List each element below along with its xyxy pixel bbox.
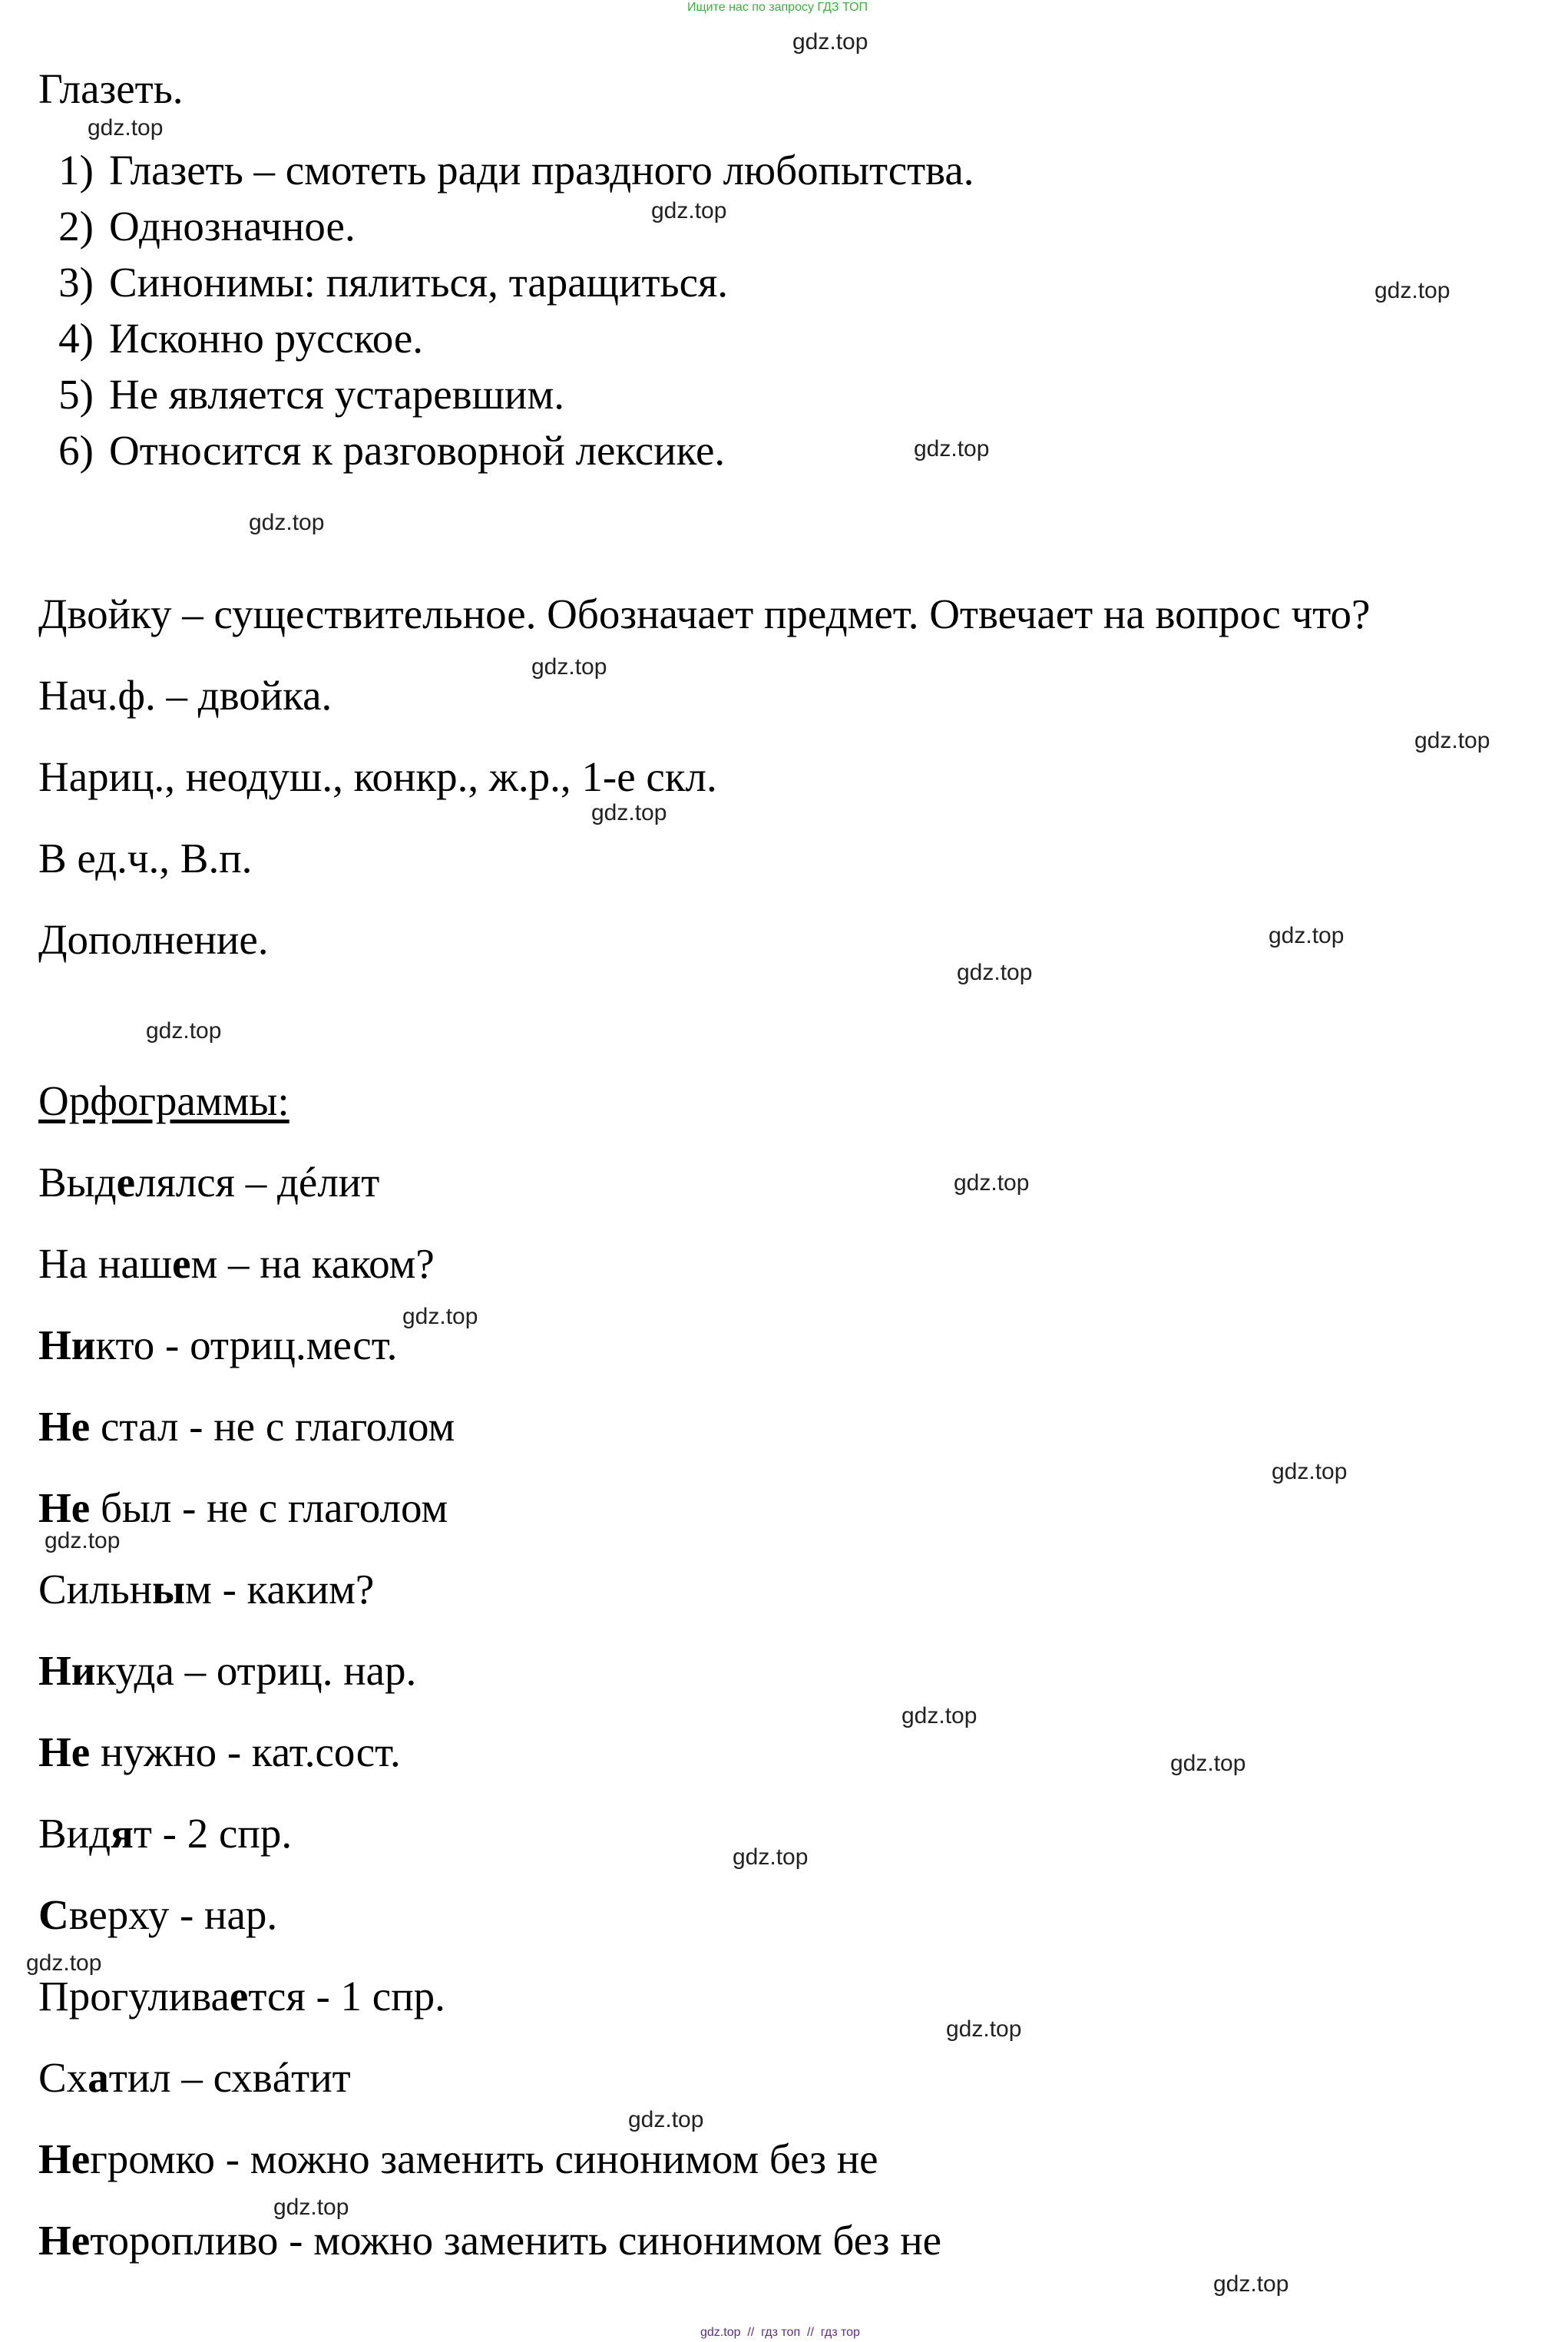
watermark: gdz.top: [26, 1950, 102, 1976]
watermark: gdz.top: [273, 2195, 349, 2220]
analysis-item: 1) Глазеть – смотеть ради праздного любопытства.: [58, 147, 974, 194]
watermark: gdz.top: [1213, 2271, 1289, 2297]
orthogram-line: Прогуливается - 1 спр.: [38, 1973, 445, 2019]
analysis-item: 5) Не является устаревшим.: [58, 371, 564, 418]
orthogram-line: Никто - отриц.мест.: [38, 1322, 398, 1368]
orthogram-line: Сильным - каким?: [38, 1566, 375, 1613]
analysis-item: 2) Однозначное.: [58, 203, 356, 250]
orthograms-heading: Орфограммы:: [38, 1077, 289, 1124]
morph-line: В ед.ч., В.п.: [38, 835, 253, 882]
word-heading: Глазеть.: [38, 65, 184, 112]
watermark: gdz.top: [249, 510, 325, 535]
orthogram-line: На нашем – на каком?: [38, 1240, 435, 1287]
watermark: gdz.top: [402, 1304, 478, 1329]
orthogram-line: Не был - не с глаголом: [38, 1484, 448, 1531]
watermark: gdz.top: [591, 800, 667, 825]
orthogram-line: Схатил – схвáтит: [38, 2054, 351, 2101]
orthogram-line: Не стал - не с глаголом: [38, 1403, 455, 1450]
analysis-item: 4) Исконно русское.: [58, 315, 424, 362]
orthogram-line: Не нужно - кат.сост.: [38, 1728, 401, 1775]
watermark: gdz.top: [1269, 923, 1345, 948]
watermark: gdz.top: [651, 198, 727, 223]
watermark: gdz.top: [901, 1703, 978, 1728]
orthogram-line: Никуда – отриц. нар.: [38, 1647, 417, 1694]
watermark: gdz.top: [954, 1170, 1030, 1196]
morph-line: Дополнение.: [38, 916, 269, 963]
watermark: gdz.top: [957, 960, 1033, 985]
morph-line: Нач.ф. – двойка.: [38, 672, 332, 719]
analysis-item: 6) Относится к разговорной лексике.: [58, 427, 726, 474]
watermark: gdz.top: [88, 115, 164, 141]
watermark: gdz.top: [792, 29, 868, 55]
morph-line: Нариц., неодуш., конкр., ж.р., 1-е скл.: [38, 753, 717, 800]
watermark: gdz.top: [45, 1528, 121, 1553]
watermark: gdz.top: [1170, 1751, 1246, 1776]
watermark: gdz.top: [531, 654, 607, 680]
orthogram-line: Сверху - нар.: [38, 1891, 278, 1938]
watermark: gdz.top: [146, 1018, 222, 1044]
top-banner: Ищите нас по запросу ГДЗ ТОП: [687, 1, 868, 14]
orthogram-line: Видят - 2 спр.: [38, 1810, 293, 1857]
watermark: gdz.top: [946, 2016, 1022, 2042]
morph-line: Двойку – существительное. Обозначает предмет. Отвечает на вопрос что?: [38, 590, 1371, 637]
watermark: gdz.top: [628, 2107, 704, 2132]
watermark: gdz.top: [914, 436, 990, 461]
watermark: gdz.top: [1374, 278, 1451, 303]
footer-links: gdz.top // гдз топ // гдз тор: [700, 2326, 860, 2339]
orthogram-line: Неторопливо - можно заменить синонимом без не: [38, 2217, 942, 2264]
watermark: gdz.top: [733, 1844, 809, 1870]
orthogram-line: Выделялся – дéлит: [38, 1159, 380, 1206]
watermark: gdz.top: [1414, 728, 1490, 753]
analysis-item: 3) Синонимы: пялиться, таращиться.: [58, 259, 729, 306]
watermark: gdz.top: [1272, 1459, 1348, 1484]
orthogram-line: Негромко - можно заменить синонимом без не: [38, 2135, 878, 2182]
